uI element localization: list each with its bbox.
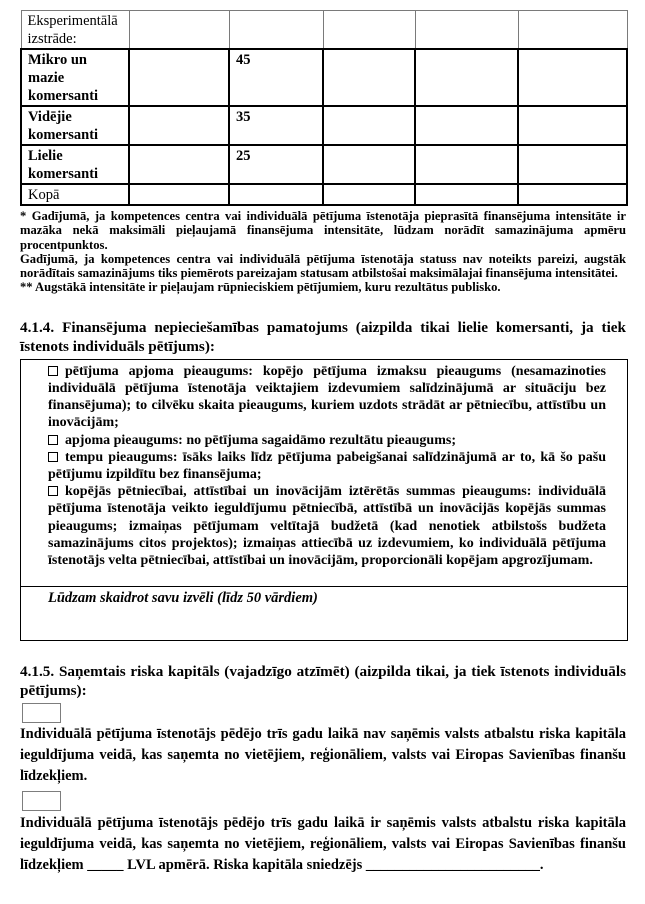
- statement-text: Individuālā pētījuma īstenotājs pēdējo trīs gadu laikā ir saņēmis valsts atbalstu riska kapitāla ieguldījuma veidā, kas saņemta no vietējiem, reģionāliem, valsts vai Eiropas Savienības finanšu līdzekļiem: [20, 814, 626, 873]
- table-cell: [323, 11, 415, 50]
- option-item: [48, 363, 606, 432]
- table-cell: [518, 145, 627, 184]
- sentence-end: .: [539, 856, 544, 873]
- section-4-1-5-heading: 4.1.5. Saņemtais riska kapitāls (vajadzīgo atzīmēt) (aizpilda tikai, ja tiek īstenots individuāls pētījums):: [20, 662, 626, 700]
- table-cell: [229, 11, 323, 50]
- checkbox-icon[interactable]: [48, 435, 58, 445]
- explain-choice-prompt: Lūdzam skaidrot savu izvēli (līdz 50 vārdiem): [48, 589, 318, 606]
- checkbox-icon[interactable]: [48, 486, 58, 496]
- statement-text: LVL apmērā. Riska kapitāla sniedzējs: [127, 856, 363, 873]
- table-footnotes: [20, 209, 626, 295]
- table-cell: [129, 11, 229, 50]
- section-4-1-4-heading: 4.1.4. Finansējuma nepieciešamības pamatojums (aizpilda tikai lielie komersanti, ja tiek īstenots individuāls pētījums):: [20, 318, 626, 356]
- table-cell: [415, 106, 518, 145]
- provider-blank-field[interactable]: ________________________: [365, 856, 540, 873]
- option-text: tempu pieaugums: īsāks laiks līdz pētījuma pabeigšanai salīdzinājumā ar to, kā šo pašu pētījumu izpildītu bez finansējuma;: [48, 449, 606, 482]
- checkbox-icon[interactable]: [48, 366, 58, 376]
- table-cell: [323, 184, 415, 205]
- no-risk-capital-checkbox[interactable]: [22, 703, 61, 723]
- table-cell: [129, 145, 229, 184]
- table-row: [21, 11, 627, 50]
- justification-options-list: [21, 360, 627, 586]
- table-cell: [415, 49, 518, 106]
- row-label: Lielie komersanti: [21, 145, 129, 184]
- no-risk-capital-statement: Individuālā pētījuma īstenotājs pēdējo trīs gadu laikā nav saņēmis valsts atbalstu riska kapitāla ieguldījuma veidā, kas saņemta no vietējiem, reģionāliem, valsts vai Eiropas Savienības finanšu līdzekļiem.: [20, 725, 626, 784]
- row-label: Vidējie komersanti: [21, 106, 129, 145]
- table-cell: [415, 184, 518, 205]
- table-cell: [415, 145, 518, 184]
- footnote-asterisk: * Gadījumā, ja kompetences centra vai individuālā pētījuma īstenotāja pieprasītā finansējuma intensitāte ir mazāka nekā maksimāli pieļaujamā finansējuma intensitāte, lūdzam norādīt samazinājuma apmēru procentpunktos.: [20, 209, 626, 252]
- row-label: Kopā: [21, 184, 129, 205]
- table-cell: [229, 184, 323, 205]
- option-item: [48, 432, 606, 449]
- explanation-area[interactable]: [21, 586, 627, 640]
- table-cell: [129, 184, 229, 205]
- received-risk-capital-statement: [20, 813, 626, 876]
- option-text: pētījuma apjoma pieaugums: kopējo pētījuma izmaksu pieaugums (nesamazinoties individuālā pētījuma īstenotāja veiktajiem izdevumiem salīdzinājumā ar situāciju bez finansējuma); to cilvēku skaita pieaugums, kuriem uzdots strādāt ar pētniecību, attīstību un inovācijām;: [48, 363, 606, 431]
- table-cell: [323, 145, 415, 184]
- amount-blank-field[interactable]: _____: [87, 856, 124, 873]
- row-label: Mikro un mazie komersanti: [21, 49, 129, 106]
- table-cell: [129, 49, 229, 106]
- table-cell: [323, 106, 415, 145]
- option-item: [48, 483, 606, 569]
- footnote-double-asterisk: ** Augstākā intensitāte ir pieļaujam rūpnieciskiem pētījumiem, kuru rezultātus publisko.: [20, 280, 501, 295]
- checkbox-icon[interactable]: [48, 452, 58, 462]
- justification-options-box: [20, 359, 628, 641]
- table-cell: [518, 106, 627, 145]
- table-row: [21, 49, 627, 106]
- table-row: [21, 106, 627, 145]
- option-text: kopējās pētniecībai, attīstībai un inovācijām iztērētās summas pieaugums: individuālā pētījuma īstenotāja veikto ieguldījumu pētniecībā, attīstībā un inovācijās kopējās summas pieaugums; izmaiņas pētījumam veltītajā budžetā (kad nenotiek atbilstošs budžeta samazinājums citos projektos); izmaiņas attiecībā uz izdevumiem, ko individuālā pētījuma īstenotājs velta pētniecībai, attīstībai un inovācijām, proporcionāli kopējam apgrozījumam.: [48, 484, 606, 569]
- table-cell: [323, 49, 415, 106]
- row-label: Eksperimentālā izstrāde:: [21, 11, 129, 50]
- received-risk-capital-checkbox[interactable]: [22, 791, 61, 811]
- footnote-status: Gadījumā, ja kompetences centra vai individuālā pētījuma īstenotāja statuss nav noteikts pareizi, augstāk norādītais samazinājums tiks piemērots pareizajam statusam atbilstošai maksimālajai finansējuma intensitātei.: [20, 251, 626, 281]
- table-cell: [415, 11, 518, 50]
- table-cell: [518, 11, 627, 50]
- table-cell: [518, 49, 627, 106]
- option-text: apjoma pieaugums: no pētījuma sagaidāmo rezultātu pieaugums;: [65, 432, 456, 448]
- table-cell: [518, 184, 627, 205]
- option-item: [48, 449, 606, 483]
- table-cell: 25: [229, 145, 323, 184]
- table-row: [21, 184, 627, 205]
- table-row: [21, 145, 627, 184]
- table-cell: 35: [229, 106, 323, 145]
- funding-intensity-table: [20, 10, 628, 206]
- table-cell: [129, 106, 229, 145]
- table-cell: 45: [229, 49, 323, 106]
